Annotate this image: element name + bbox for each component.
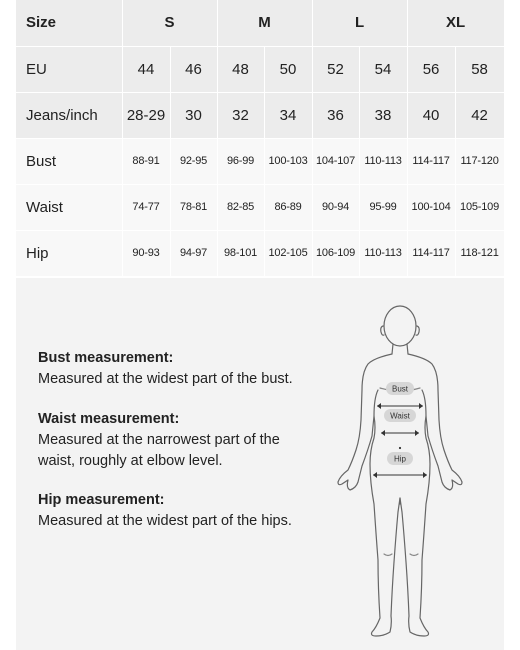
table-cell: 92-95 <box>170 138 217 184</box>
table-cell: 90-93 <box>122 230 170 276</box>
table-cell: 44 <box>122 46 170 92</box>
hip-row <box>16 230 504 276</box>
table-cell: 38 <box>359 92 407 138</box>
table-cell: 114-117 <box>407 138 455 184</box>
table-cell: 110-113 <box>359 230 407 276</box>
table-cell: 95-99 <box>359 184 407 230</box>
table-cell: 40 <box>407 92 455 138</box>
size-header-label: Size <box>16 0 122 46</box>
table-cell: 114-117 <box>407 230 455 276</box>
waist-instruction <box>38 409 300 472</box>
table-cell: 34 <box>264 92 312 138</box>
table-cell: 94-97 <box>170 230 217 276</box>
table-cell: 118-121 <box>455 230 504 276</box>
table-cell: 102-105 <box>264 230 312 276</box>
figure-body-outline <box>338 354 462 636</box>
table-cell: 106-109 <box>312 230 359 276</box>
size-group-s: S <box>122 0 217 46</box>
table-cell: 110-113 <box>359 138 407 184</box>
row-label-eu: EU <box>16 46 122 92</box>
table-cell: 48 <box>217 46 264 92</box>
row-label-bust: Bust <box>16 138 122 184</box>
figure-label-bust: Bust <box>391 384 409 394</box>
size-group-l: L <box>312 0 407 46</box>
row-label-hip: Hip <box>16 230 122 276</box>
figure-label-hip: Hip <box>393 454 407 464</box>
hip-instruction <box>38 490 338 532</box>
table-cell: 32 <box>217 92 264 138</box>
table-cell: 46 <box>170 46 217 92</box>
table-cell: 100-103 <box>264 138 312 184</box>
bust-instruction <box>38 348 338 390</box>
size-group-m: M <box>217 0 312 46</box>
table-cell: 36 <box>312 92 359 138</box>
table-cell: 90-94 <box>312 184 359 230</box>
bust-row <box>16 138 504 184</box>
table-cell: 58 <box>455 46 504 92</box>
waist-row <box>16 184 504 230</box>
waist-instruction-title: Waist measurement: <box>38 411 180 427</box>
figure-head <box>384 306 416 346</box>
table-cell: 82-85 <box>217 184 264 230</box>
table-cell: 86-89 <box>264 184 312 230</box>
table-cell: 117-120 <box>455 138 504 184</box>
figure-label-waist: Waist <box>390 411 410 421</box>
row-label-waist: Waist <box>16 184 122 230</box>
jeans-row <box>16 92 504 138</box>
table-cell: 42 <box>455 92 504 138</box>
hip-instruction-title: Hip measurement: <box>38 492 165 508</box>
table-cell: 30 <box>170 92 217 138</box>
table-cell: 74-77 <box>122 184 170 230</box>
bust-instruction-title: Bust measurement: <box>38 350 174 366</box>
size-header-row <box>16 0 504 46</box>
table-cell: 100-104 <box>407 184 455 230</box>
table-cell: 50 <box>264 46 312 92</box>
eu-row <box>16 46 504 92</box>
table-cell: 88-91 <box>122 138 170 184</box>
table-cell: 52 <box>312 46 359 92</box>
table-cell: 105-109 <box>455 184 504 230</box>
table-cell: 54 <box>359 46 407 92</box>
size-chart-table <box>16 0 505 277</box>
waist-instruction-text: Measured at the narrowest part of the waist, roughly at elbow level. <box>38 432 280 469</box>
table-cell: 78-81 <box>170 184 217 230</box>
table-cell: 56 <box>407 46 455 92</box>
row-label-jeans: Jeans/inch <box>16 92 122 138</box>
table-cell: 104-107 <box>312 138 359 184</box>
hip-instruction-text: Measured at the widest part of the hips. <box>38 513 292 529</box>
table-cell: 98-101 <box>217 230 264 276</box>
bust-instruction-text: Measured at the widest part of the bust. <box>38 371 293 387</box>
size-group-xl: XL <box>407 0 504 46</box>
table-cell: 96-99 <box>217 138 264 184</box>
table-cell: 28-29 <box>122 92 170 138</box>
measurement-guide-panel <box>16 278 504 650</box>
body-figure-illustration <box>326 298 496 643</box>
